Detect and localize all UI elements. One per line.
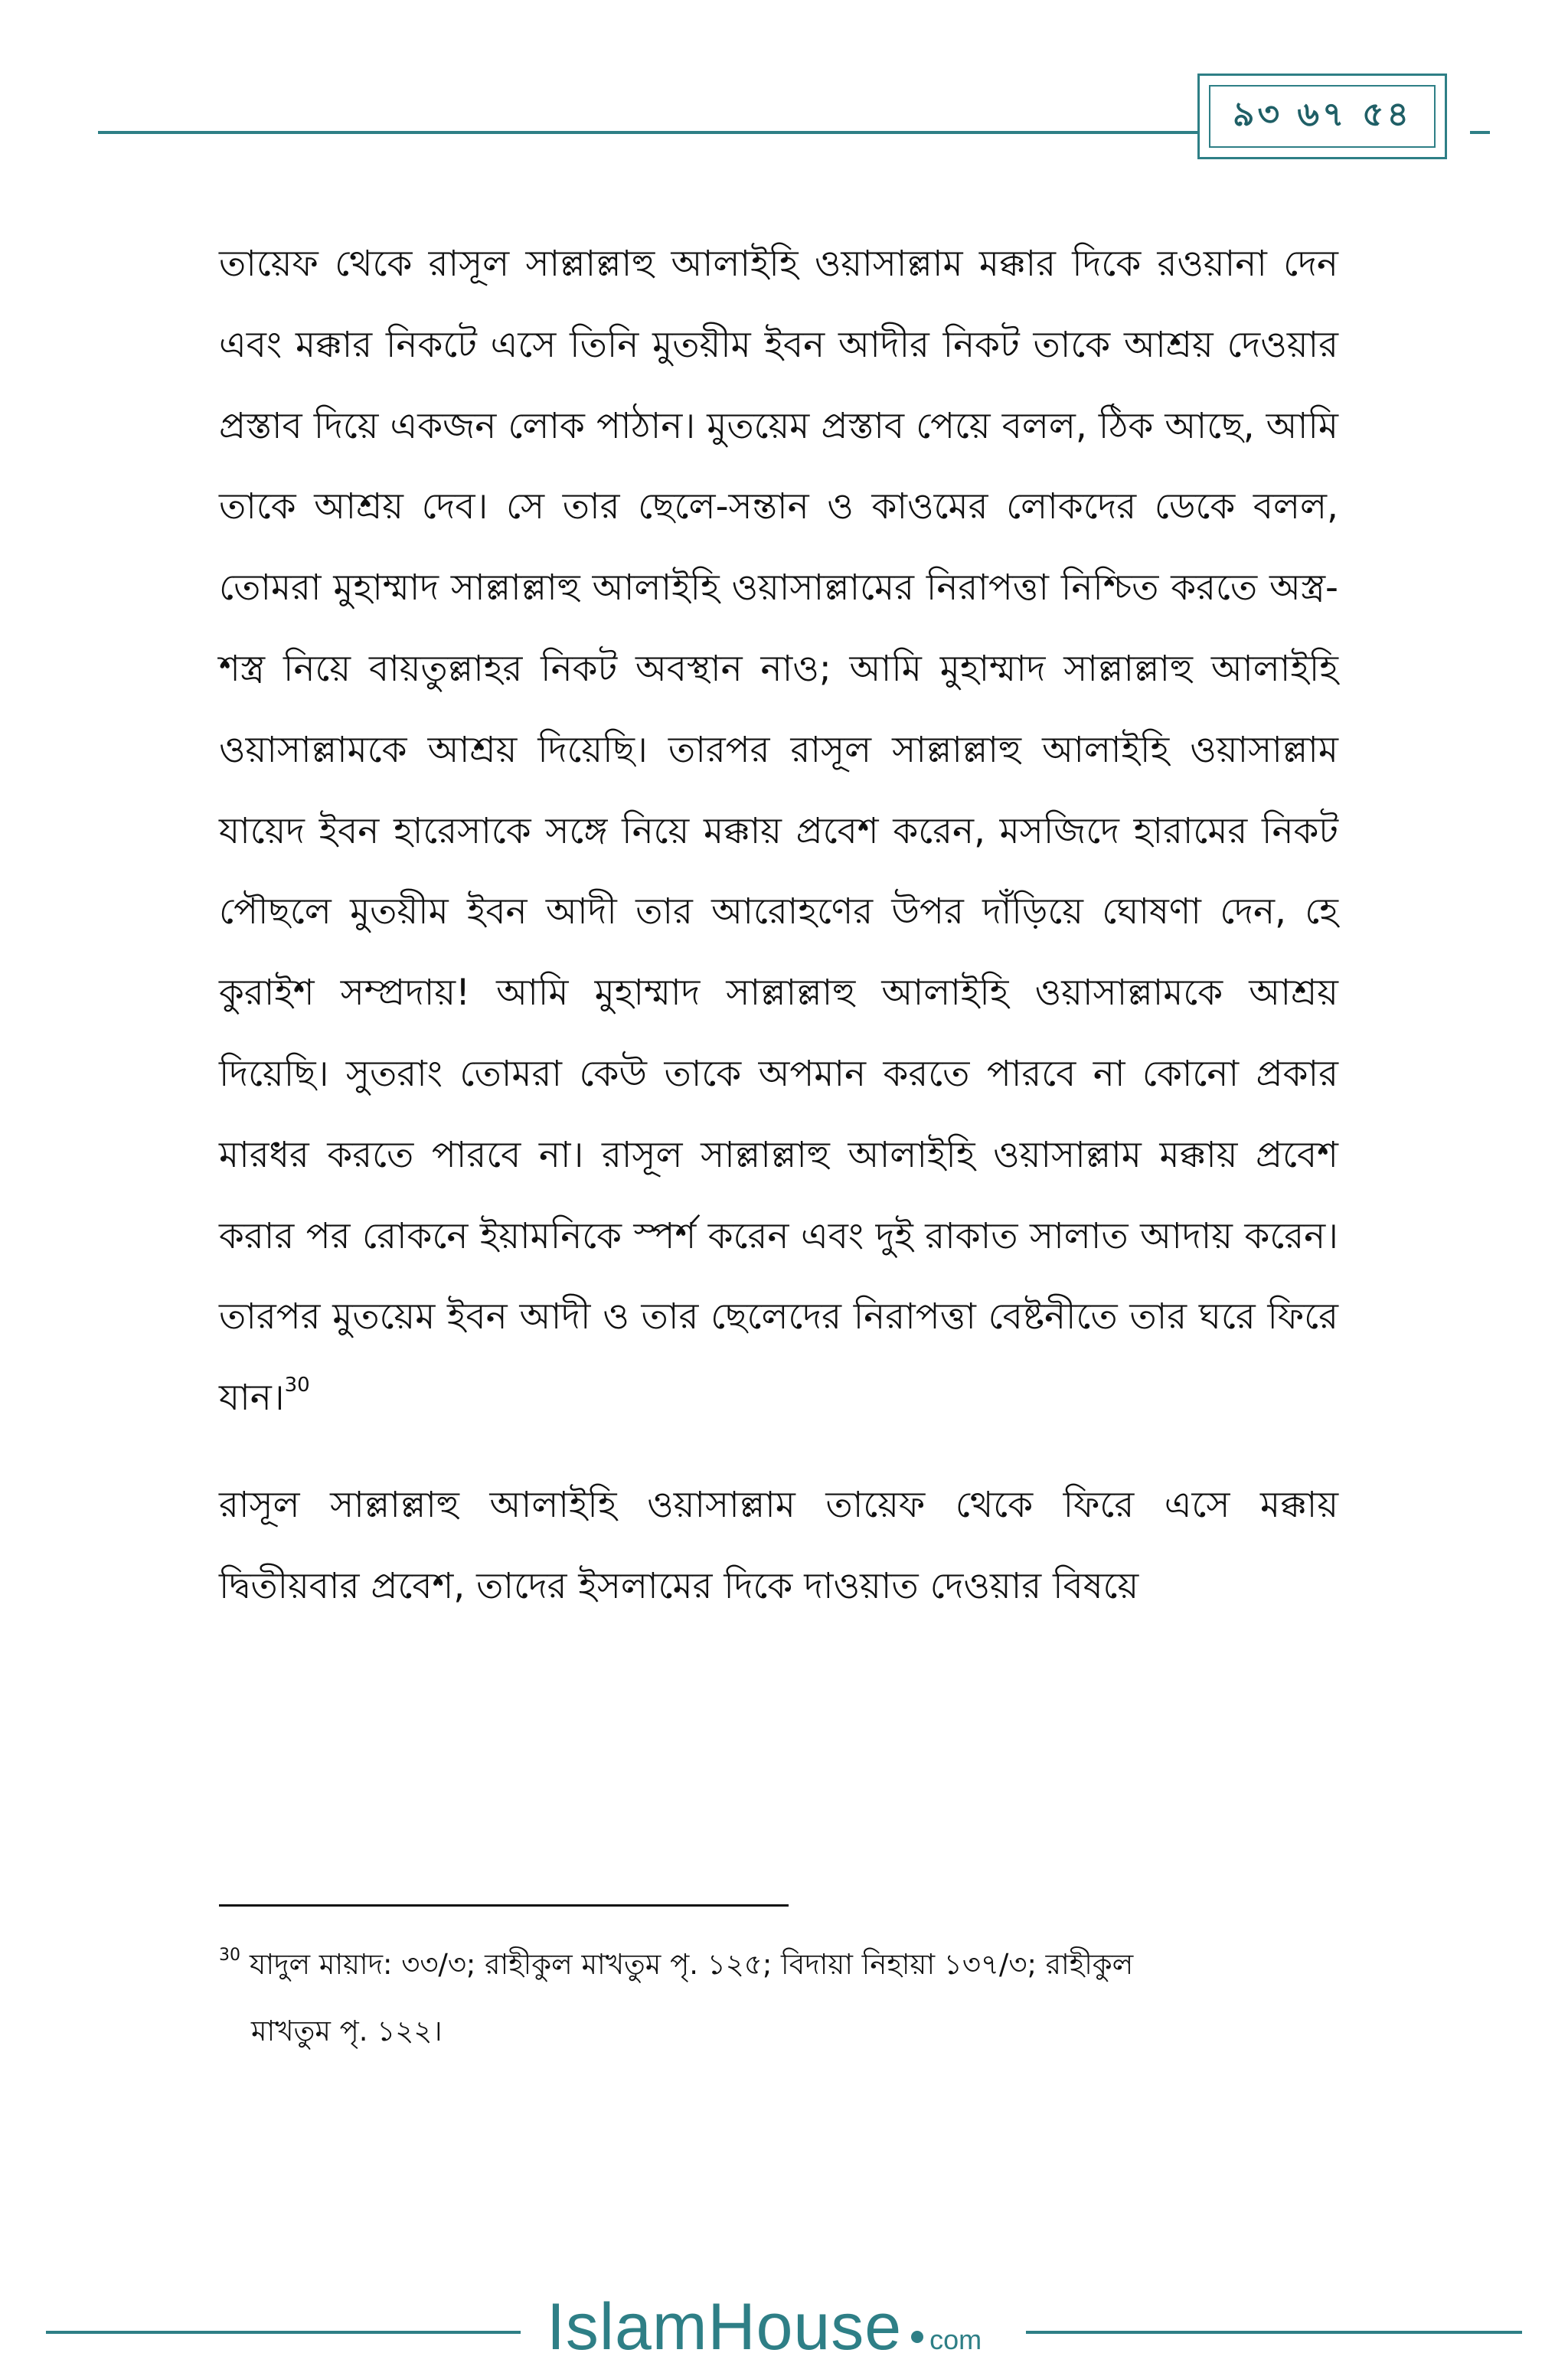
footnote-reference[interactable]: 30 xyxy=(284,1374,310,1397)
header-rule-left xyxy=(98,131,1197,134)
footnote xyxy=(219,1931,1338,2064)
footnote-marker: 30 xyxy=(219,1946,240,1965)
footnote-line-2: মাখতুম পৃ. ১২২। xyxy=(251,2015,443,2047)
footer-rule-left xyxy=(46,2331,521,2334)
page-number: ৯৩ ৬৭ ৫৪ xyxy=(1232,94,1413,134)
islamhouse-logo xyxy=(547,2289,982,2366)
paragraph-1 xyxy=(219,224,1338,1439)
footnote-text-1: যাদুল মায়াদ: ৩৩/৩; রাহীকুল মাখতুম পৃ. ১২৫; বিদায়া নিহায়া ১৩৭/৩; রাহীকুল xyxy=(250,1948,1134,1981)
header-rule-right xyxy=(1470,131,1490,134)
footnote-separator xyxy=(219,1904,789,1907)
footnote-line-1 xyxy=(219,1931,1338,1998)
paragraph-2-text: রাসূল সাল্লাল্লাহু আলাইহি ওয়াসাল্লাম তায়েফ থেকে ফিরে এসে মক্কায় দ্বিতীয়বার প্রবেশ, তাদের ইসলামের দিকে দাওয়াত দেওয়ার বিষয়ে xyxy=(219,1483,1338,1607)
footer-rule-right xyxy=(1026,2331,1522,2334)
page-number-frame xyxy=(1209,85,1436,148)
paragraph-1-text: তায়েফ থেকে রাসূল সাল্লাল্লাহু আলাইহি ওয়াসাল্লাম মক্কার দিকে রওয়ানা দেন এবং মক্কার নিকটে এসে তিনি মুতয়ীম ইবন আদীর নিকট তাকে আশ্রয় দেওয়ার প্রস্তাব দিয়ে একজন লোক পাঠান। মুতয়েম প্রস্তাব পেয়ে বলল, ঠিক আছে, আমি তাকে আশ্রয় দেব। সে তার ছেলে-সন্তান ও কাওমের লোকদের ডেকে বলল, তোমরা মুহাম্মাদ সাল্লাল্লাহু আলাইহি ওয়াসাল্লামের নিরাপত্তা নিশ্চিত করতে অস্ত্র-শস্ত্র নিয়ে বায়তুল্লাহর নিকট অবস্থান নাও; আমি মুহাম্মাদ সাল্লাল্লাহু আলাইহি ওয়াসাল্লামকে আশ্রয় দিয়েছি। তারপর রাসূল সাল্লাল্লাহু আলাইহি ওয়াসাল্লাম যায়েদ ইবন হারেসাকে সঙ্গে নিয়ে মক্কায় প্রবেশ করেন, মসজিদে হারামের নিকট পৌছলে মুতয়ীম ইবন আদী তার আরোহণের উপর দাঁড়িয়ে ঘোষণা দেন, হে কুরাইশ সম্প্রদায়! আমি মুহাম্মাদ সাল্লাল্লাহু আলাইহি ওয়াসাল্লামকে আশ্রয় দিয়েছি। সুতরাং তোমরা কেউ তাকে অপমান করতে পারবে না কোনো প্রকার মারধর করতে পারবে না। রাসূল সাল্লাল্লাহু আলাইহি ওয়াসাল্লাম মক্কায় প্রবেশ করার পর রোকনে ইয়ামনিকে স্পর্শ করেন এবং দুই রাকাত সালাত আদায় করেন। তারপর মুতয়েম ইবন আদী ও তার ছেলেদের নিরাপত্তা বেষ্টনীতে তার ঘরে ফিরে যান। xyxy=(219,243,1338,1420)
page-number-box xyxy=(1197,74,1447,159)
main-text xyxy=(219,224,1338,1627)
logo-suffix: com xyxy=(929,2324,982,2355)
logo-wordmark: IslamHouse xyxy=(547,2290,903,2364)
logo-dot-icon xyxy=(911,2331,923,2343)
paragraph-2 xyxy=(219,1465,1338,1627)
